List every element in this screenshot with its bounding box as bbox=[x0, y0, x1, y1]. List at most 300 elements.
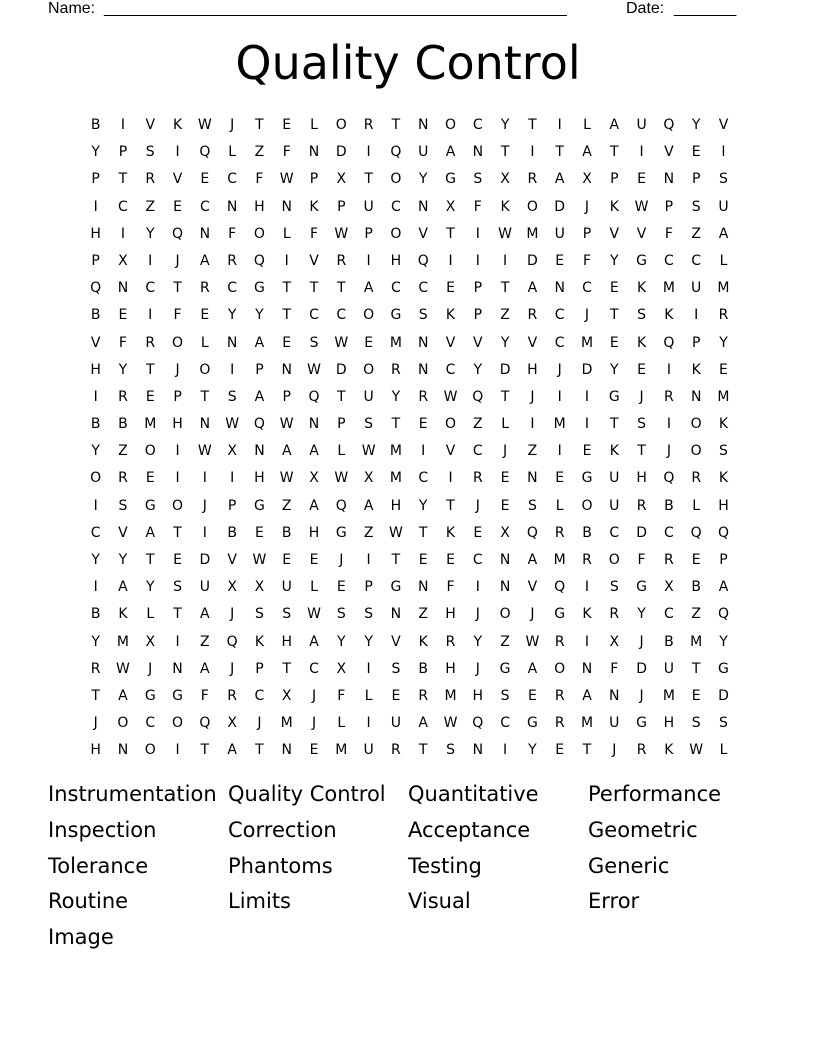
grid-letter[interactable]: B bbox=[90, 307, 101, 324]
grid-letter[interactable]: I bbox=[366, 552, 371, 568]
grid-letter[interactable]: A bbox=[309, 497, 319, 514]
grid-letter[interactable]: H bbox=[254, 470, 265, 487]
grid-letter[interactable]: Q bbox=[690, 524, 702, 541]
grid-letter[interactable]: H bbox=[390, 497, 402, 514]
grid-letter[interactable]: R bbox=[554, 524, 565, 541]
grid-letter[interactable]: C bbox=[609, 524, 620, 541]
grid-letter[interactable]: V bbox=[718, 117, 729, 133]
grid-letter[interactable]: P bbox=[364, 579, 373, 596]
grid-letter[interactable]: N bbox=[199, 416, 211, 433]
grid-letter[interactable]: F bbox=[200, 687, 209, 704]
grid-letter[interactable]: B bbox=[90, 416, 101, 433]
grid-letter[interactable]: T bbox=[446, 225, 455, 242]
grid-letter[interactable]: I bbox=[175, 470, 180, 487]
grid-letter[interactable]: W bbox=[498, 225, 513, 242]
grid-letter[interactable]: B bbox=[664, 497, 674, 514]
grid-letter[interactable]: Y bbox=[473, 633, 483, 650]
grid-letter[interactable]: G bbox=[499, 660, 511, 677]
grid-letter[interactable]: E bbox=[446, 552, 455, 568]
grid-letter[interactable]: A bbox=[418, 715, 428, 732]
grid-letter[interactable]: C bbox=[309, 307, 319, 324]
grid-letter[interactable]: Q bbox=[90, 280, 102, 297]
grid-letter[interactable]: Y bbox=[364, 633, 373, 650]
grid-letter[interactable]: K bbox=[609, 443, 619, 460]
grid-letter[interactable]: C bbox=[391, 198, 401, 215]
grid-letter[interactable]: R bbox=[145, 171, 156, 188]
grid-letter[interactable]: Q bbox=[226, 633, 238, 650]
grid-letter[interactable]: B bbox=[90, 117, 101, 133]
grid-letter[interactable]: I bbox=[230, 361, 235, 378]
grid-letter[interactable]: A bbox=[363, 280, 374, 297]
grid-letter[interactable]: C bbox=[554, 334, 565, 351]
grid-letter[interactable]: J bbox=[475, 660, 480, 677]
grid-letter[interactable]: X bbox=[254, 579, 265, 596]
grid-letter[interactable]: E bbox=[555, 742, 565, 759]
grid-letter[interactable]: F bbox=[282, 144, 291, 161]
grid-letter[interactable]: S bbox=[691, 715, 701, 732]
grid-letter[interactable]: W bbox=[361, 443, 376, 460]
grid-letter[interactable]: K bbox=[418, 633, 428, 650]
grid-letter[interactable]: L bbox=[501, 416, 509, 433]
grid-letter[interactable]: L bbox=[337, 715, 346, 732]
grid-letter[interactable]: E bbox=[336, 579, 346, 596]
grid-letter[interactable]: M bbox=[580, 334, 594, 351]
grid-letter[interactable]: P bbox=[91, 252, 100, 269]
grid-letter[interactable]: P bbox=[582, 225, 592, 242]
grid-letter[interactable]: A bbox=[309, 633, 319, 650]
grid-letter[interactable]: P bbox=[473, 307, 483, 324]
grid-letter[interactable]: I bbox=[175, 144, 180, 161]
grid-letter[interactable]: V bbox=[227, 552, 237, 568]
grid-letter[interactable]: O bbox=[172, 334, 184, 351]
grid-letter[interactable]: L bbox=[337, 443, 346, 460]
grid-letter[interactable]: B bbox=[118, 416, 128, 433]
grid-letter[interactable]: U bbox=[636, 117, 647, 133]
grid-letter[interactable]: G bbox=[144, 687, 156, 704]
grid-letter[interactable]: M bbox=[335, 742, 348, 759]
grid-letter[interactable]: T bbox=[145, 552, 155, 568]
grid-letter[interactable]: X bbox=[336, 171, 347, 188]
grid-letter[interactable]: N bbox=[281, 742, 292, 759]
grid-letter[interactable]: R bbox=[90, 660, 101, 677]
grid-letter[interactable]: F bbox=[228, 225, 237, 242]
grid-letter[interactable]: P bbox=[364, 225, 373, 242]
grid-letter[interactable]: R bbox=[363, 117, 374, 133]
grid-letter[interactable]: Z bbox=[363, 524, 374, 541]
grid-letter[interactable]: P bbox=[173, 388, 182, 405]
grid-letter[interactable]: L bbox=[228, 144, 237, 161]
grid-letter[interactable]: S bbox=[719, 171, 728, 188]
grid-letter[interactable]: Y bbox=[145, 225, 155, 242]
grid-letter[interactable]: S bbox=[500, 687, 510, 704]
grid-letter[interactable]: I bbox=[584, 579, 590, 596]
grid-letter[interactable]: I bbox=[448, 252, 453, 269]
grid-letter[interactable]: I bbox=[584, 388, 590, 405]
grid-letter[interactable]: K bbox=[691, 361, 701, 378]
grid-letter[interactable]: C bbox=[391, 280, 401, 297]
grid-letter[interactable]: G bbox=[581, 470, 593, 487]
grid-letter[interactable]: N bbox=[690, 388, 702, 405]
grid-letter[interactable]: G bbox=[254, 280, 265, 297]
grid-letter[interactable]: X bbox=[281, 687, 292, 704]
grid-letter[interactable]: M bbox=[662, 687, 675, 704]
grid-letter[interactable]: E bbox=[282, 334, 292, 351]
grid-letter[interactable]: I bbox=[557, 117, 562, 133]
grid-letter[interactable]: T bbox=[282, 660, 291, 677]
grid-letter[interactable]: S bbox=[391, 660, 401, 677]
grid-letter[interactable]: T bbox=[528, 117, 537, 133]
grid-letter[interactable]: R bbox=[391, 742, 401, 759]
grid-letter[interactable]: M bbox=[389, 443, 402, 460]
grid-letter[interactable]: E bbox=[118, 307, 128, 324]
grid-letter[interactable]: I bbox=[230, 470, 235, 487]
grid-letter[interactable]: I bbox=[366, 144, 371, 161]
grid-letter[interactable]: N bbox=[172, 660, 183, 677]
grid-letter[interactable]: O bbox=[526, 198, 538, 215]
grid-letter[interactable]: W bbox=[525, 633, 540, 650]
grid-letter[interactable]: A bbox=[582, 687, 592, 704]
grid-letter[interactable]: P bbox=[610, 171, 619, 188]
grid-letter[interactable]: E bbox=[691, 144, 701, 161]
grid-letter[interactable]: C bbox=[554, 307, 565, 324]
grid-letter[interactable]: L bbox=[364, 687, 373, 704]
grid-letter[interactable]: G bbox=[554, 606, 566, 623]
grid-letter[interactable]: U bbox=[418, 144, 429, 161]
grid-letter[interactable]: J bbox=[339, 552, 344, 568]
grid-letter[interactable]: V bbox=[473, 334, 483, 351]
grid-letter[interactable]: S bbox=[173, 579, 182, 596]
grid-letter[interactable]: C bbox=[500, 715, 510, 732]
grid-letter[interactable]: Y bbox=[227, 307, 237, 324]
grid-letter[interactable]: F bbox=[664, 225, 673, 242]
grid-letter[interactable]: P bbox=[309, 171, 319, 188]
grid-letter[interactable]: W bbox=[279, 171, 294, 188]
grid-letter[interactable]: X bbox=[309, 470, 319, 487]
grid-letter[interactable]: T bbox=[255, 117, 264, 133]
grid-letter[interactable]: E bbox=[200, 307, 210, 324]
grid-letter[interactable]: N bbox=[117, 280, 129, 297]
grid-letter[interactable]: Y bbox=[118, 361, 128, 378]
grid-letter[interactable]: Y bbox=[500, 334, 510, 351]
grid-letter[interactable]: T bbox=[173, 280, 182, 297]
grid-letter[interactable]: J bbox=[311, 715, 317, 732]
grid-letter[interactable]: Q bbox=[308, 388, 320, 405]
grid-letter[interactable]: E bbox=[145, 470, 155, 487]
grid-letter[interactable]: Z bbox=[691, 606, 701, 623]
grid-letter[interactable]: F bbox=[309, 225, 319, 242]
grid-letter[interactable]: I bbox=[639, 144, 644, 161]
grid-letter[interactable]: O bbox=[172, 715, 184, 732]
grid-letter[interactable]: U bbox=[663, 660, 674, 677]
grid-letter[interactable]: X bbox=[363, 470, 374, 487]
grid-letter[interactable]: F bbox=[255, 171, 264, 188]
grid-letter[interactable]: U bbox=[390, 715, 402, 732]
grid-letter[interactable]: Z bbox=[118, 443, 128, 460]
grid-letter[interactable]: D bbox=[636, 524, 647, 541]
grid-letter[interactable]: J bbox=[230, 117, 235, 133]
grid-letter[interactable]: H bbox=[445, 660, 456, 677]
grid-letter[interactable]: C bbox=[445, 361, 456, 378]
grid-letter[interactable]: K bbox=[309, 198, 319, 215]
grid-letter[interactable]: H bbox=[90, 361, 101, 378]
grid-letter[interactable]: T bbox=[555, 144, 564, 161]
grid-letter[interactable]: T bbox=[446, 497, 455, 514]
grid-letter[interactable]: E bbox=[609, 280, 619, 297]
grid-letter[interactable]: N bbox=[609, 687, 620, 704]
grid-letter[interactable]: L bbox=[310, 117, 318, 133]
grid-letter[interactable]: U bbox=[199, 579, 210, 596]
grid-letter[interactable]: L bbox=[555, 497, 564, 514]
grid-letter[interactable]: K bbox=[609, 198, 619, 215]
grid-letter[interactable]: P bbox=[719, 552, 728, 568]
grid-letter[interactable]: K bbox=[636, 280, 647, 297]
grid-letter[interactable]: I bbox=[93, 497, 98, 514]
grid-letter[interactable]: D bbox=[199, 552, 211, 568]
grid-letter[interactable]: C bbox=[472, 443, 483, 460]
grid-letter[interactable]: N bbox=[199, 225, 211, 242]
grid-letter[interactable]: K bbox=[445, 524, 456, 541]
grid-letter[interactable]: G bbox=[390, 579, 402, 596]
grid-letter[interactable]: W bbox=[334, 470, 349, 487]
grid-letter[interactable]: Q bbox=[199, 715, 211, 732]
grid-letter[interactable]: G bbox=[718, 660, 729, 677]
grid-letter[interactable]: Q bbox=[417, 252, 429, 269]
grid-letter[interactable]: Q bbox=[554, 579, 566, 596]
grid-letter[interactable]: C bbox=[227, 280, 238, 297]
grid-letter[interactable]: K bbox=[664, 307, 674, 324]
grid-letter[interactable]: T bbox=[282, 280, 291, 297]
grid-letter[interactable]: W bbox=[634, 198, 649, 215]
grid-letter[interactable]: I bbox=[202, 524, 207, 541]
grid-letter[interactable]: E bbox=[555, 470, 565, 487]
grid-letter[interactable]: Y bbox=[719, 633, 728, 650]
grid-letter[interactable]: E bbox=[391, 687, 401, 704]
grid-letter[interactable]: R bbox=[527, 307, 538, 324]
grid-letter[interactable]: C bbox=[145, 715, 156, 732]
grid-letter[interactable]: N bbox=[417, 117, 429, 133]
grid-letter[interactable]: U bbox=[691, 280, 702, 297]
grid-letter[interactable]: J bbox=[584, 198, 590, 215]
grid-letter[interactable]: J bbox=[639, 388, 644, 405]
grid-letter[interactable]: V bbox=[664, 144, 674, 161]
grid-letter[interactable]: O bbox=[554, 660, 566, 677]
grid-letter[interactable]: Z bbox=[691, 225, 701, 242]
grid-letter[interactable]: Y bbox=[391, 388, 401, 405]
name-field-line[interactable]: ____________________________________________________ bbox=[104, 0, 567, 17]
grid-letter[interactable]: J bbox=[666, 443, 671, 460]
grid-letter[interactable]: W bbox=[279, 470, 294, 487]
grid-letter[interactable]: C bbox=[309, 660, 319, 677]
grid-letter[interactable]: E bbox=[637, 361, 647, 378]
grid-letter[interactable]: U bbox=[363, 742, 374, 759]
grid-letter[interactable]: X bbox=[145, 633, 156, 650]
grid-letter[interactable]: R bbox=[418, 388, 429, 405]
grid-letter[interactable]: H bbox=[308, 524, 320, 541]
grid-letter[interactable]: R bbox=[118, 470, 128, 487]
grid-letter[interactable]: B bbox=[691, 579, 701, 596]
grid-letter[interactable]: R bbox=[582, 552, 592, 568]
grid-letter[interactable]: R bbox=[391, 361, 401, 378]
grid-letter[interactable]: Y bbox=[91, 552, 100, 568]
grid-letter[interactable]: N bbox=[117, 742, 129, 759]
grid-letter[interactable]: J bbox=[202, 497, 207, 514]
grid-letter[interactable]: Z bbox=[418, 606, 428, 623]
grid-letter[interactable]: I bbox=[475, 579, 480, 596]
grid-letter[interactable]: Q bbox=[253, 252, 265, 269]
grid-letter[interactable]: S bbox=[227, 388, 237, 405]
grid-letter[interactable]: I bbox=[530, 144, 535, 161]
grid-letter[interactable]: T bbox=[337, 280, 346, 297]
grid-letter[interactable]: W bbox=[116, 660, 130, 677]
grid-letter[interactable]: K bbox=[118, 606, 128, 623]
grid-letter[interactable]: V bbox=[391, 633, 401, 650]
grid-letter[interactable]: E bbox=[418, 416, 428, 433]
grid-letter[interactable]: I bbox=[666, 416, 671, 433]
grid-letter[interactable]: X bbox=[227, 443, 237, 460]
grid-letter[interactable]: J bbox=[175, 252, 180, 269]
grid-letter[interactable]: M bbox=[553, 416, 566, 433]
grid-letter[interactable]: E bbox=[282, 117, 292, 133]
grid-letter[interactable]: R bbox=[554, 633, 565, 650]
grid-letter[interactable]: R bbox=[472, 470, 483, 487]
grid-letter[interactable]: A bbox=[554, 171, 565, 188]
grid-letter[interactable]: E bbox=[500, 497, 510, 514]
grid-letter[interactable]: C bbox=[663, 524, 674, 541]
grid-letter[interactable]: E bbox=[145, 388, 155, 405]
grid-letter[interactable]: C bbox=[691, 252, 702, 269]
grid-letter[interactable]: Y bbox=[610, 252, 619, 269]
grid-letter[interactable]: M bbox=[444, 687, 457, 704]
grid-letter[interactable]: I bbox=[120, 225, 126, 242]
grid-letter[interactable]: X bbox=[118, 252, 128, 269]
grid-letter[interactable]: J bbox=[93, 715, 98, 732]
grid-letter[interactable]: G bbox=[445, 171, 456, 188]
grid-letter[interactable]: Q bbox=[199, 144, 211, 161]
grid-letter[interactable]: A bbox=[254, 388, 265, 405]
grid-letter[interactable]: R bbox=[118, 388, 128, 405]
grid-letter[interactable]: C bbox=[418, 470, 429, 487]
grid-letter[interactable]: I bbox=[421, 443, 426, 460]
grid-letter[interactable]: P bbox=[473, 280, 483, 297]
grid-letter[interactable]: V bbox=[172, 171, 183, 188]
grid-letter[interactable]: B bbox=[281, 524, 292, 541]
grid-letter[interactable]: P bbox=[691, 171, 701, 188]
grid-letter[interactable]: W bbox=[388, 524, 403, 541]
grid-letter[interactable]: I bbox=[530, 416, 535, 433]
grid-letter[interactable]: P bbox=[282, 388, 291, 405]
grid-letter[interactable]: E bbox=[555, 252, 565, 269]
grid-letter[interactable]: Q bbox=[717, 524, 729, 541]
grid-letter[interactable]: E bbox=[691, 552, 701, 568]
grid-letter[interactable]: B bbox=[90, 606, 101, 623]
grid-letter[interactable]: I bbox=[175, 742, 180, 759]
grid-letter[interactable]: M bbox=[690, 633, 703, 650]
grid-letter[interactable]: N bbox=[581, 660, 593, 677]
grid-letter[interactable]: K bbox=[500, 198, 510, 215]
grid-letter[interactable]: F bbox=[118, 334, 127, 351]
grid-letter[interactable]: V bbox=[527, 579, 538, 596]
grid-letter[interactable]: J bbox=[639, 687, 644, 704]
grid-letter[interactable]: E bbox=[473, 524, 483, 541]
grid-letter[interactable]: A bbox=[363, 497, 374, 514]
grid-letter[interactable]: L bbox=[200, 334, 209, 351]
grid-letter[interactable]: V bbox=[445, 334, 456, 351]
grid-letter[interactable]: C bbox=[418, 280, 429, 297]
grid-letter[interactable]: I bbox=[666, 361, 671, 378]
grid-letter[interactable]: H bbox=[90, 742, 101, 759]
grid-letter[interactable]: H bbox=[718, 497, 729, 514]
grid-letter[interactable]: W bbox=[279, 416, 294, 433]
grid-letter[interactable]: A bbox=[527, 660, 538, 677]
grid-letter[interactable]: H bbox=[90, 225, 101, 242]
grid-letter[interactable]: D bbox=[499, 361, 511, 378]
grid-letter[interactable]: C bbox=[90, 524, 101, 541]
grid-letter[interactable]: O bbox=[608, 552, 620, 568]
grid-letter[interactable]: D bbox=[335, 144, 347, 161]
grid-letter[interactable]: B bbox=[664, 633, 674, 650]
grid-letter[interactable]: U bbox=[609, 715, 620, 732]
grid-letter[interactable]: M bbox=[389, 470, 402, 487]
grid-letter[interactable]: P bbox=[337, 416, 346, 433]
grid-letter[interactable]: W bbox=[689, 742, 704, 759]
grid-letter[interactable]: N bbox=[281, 361, 292, 378]
grid-letter[interactable]: E bbox=[691, 687, 701, 704]
grid-letter[interactable]: C bbox=[663, 606, 674, 623]
grid-letter[interactable]: E bbox=[173, 198, 182, 215]
grid-letter[interactable]: W bbox=[197, 117, 212, 133]
grid-letter[interactable]: V bbox=[118, 524, 128, 541]
grid-letter[interactable]: W bbox=[443, 388, 458, 405]
grid-letter[interactable]: L bbox=[282, 225, 291, 242]
grid-letter[interactable]: O bbox=[690, 416, 702, 433]
grid-letter[interactable]: S bbox=[719, 443, 728, 460]
grid-letter[interactable]: R bbox=[145, 334, 156, 351]
grid-letter[interactable]: H bbox=[527, 361, 538, 378]
grid-letter[interactable]: T bbox=[391, 416, 401, 433]
grid-letter[interactable]: R bbox=[691, 470, 702, 487]
grid-letter[interactable]: G bbox=[144, 497, 156, 514]
grid-letter[interactable]: N bbox=[390, 606, 402, 623]
grid-letter[interactable]: Y bbox=[91, 144, 100, 161]
grid-letter[interactable]: N bbox=[417, 361, 429, 378]
grid-letter[interactable]: Y bbox=[719, 334, 728, 351]
grid-letter[interactable]: Q bbox=[253, 416, 265, 433]
grid-letter[interactable]: Z bbox=[200, 633, 210, 650]
grid-letter[interactable]: N bbox=[554, 280, 565, 297]
grid-letter[interactable]: Y bbox=[528, 742, 537, 759]
grid-letter[interactable]: O bbox=[199, 361, 211, 378]
grid-letter[interactable]: D bbox=[335, 361, 347, 378]
grid-letter[interactable]: K bbox=[172, 117, 183, 133]
grid-letter[interactable]: J bbox=[230, 660, 235, 677]
grid-letter[interactable]: T bbox=[610, 416, 619, 433]
grid-letter[interactable]: D bbox=[554, 198, 566, 215]
grid-letter[interactable]: T bbox=[691, 660, 701, 677]
grid-letter[interactable]: M bbox=[526, 225, 539, 242]
grid-letter[interactable]: T bbox=[500, 144, 510, 161]
grid-letter[interactable]: J bbox=[530, 388, 535, 405]
grid-letter[interactable]: N bbox=[254, 443, 265, 460]
grid-letter[interactable]: R bbox=[636, 497, 647, 514]
grid-letter[interactable]: J bbox=[530, 606, 535, 623]
grid-letter[interactable]: T bbox=[200, 388, 210, 405]
grid-letter[interactable]: R bbox=[336, 252, 347, 269]
grid-letter[interactable]: R bbox=[227, 252, 237, 269]
grid-letter[interactable]: Q bbox=[335, 497, 347, 514]
grid-letter[interactable]: B bbox=[582, 524, 592, 541]
grid-letter[interactable]: F bbox=[473, 198, 482, 215]
grid-letter[interactable]: H bbox=[254, 198, 265, 215]
